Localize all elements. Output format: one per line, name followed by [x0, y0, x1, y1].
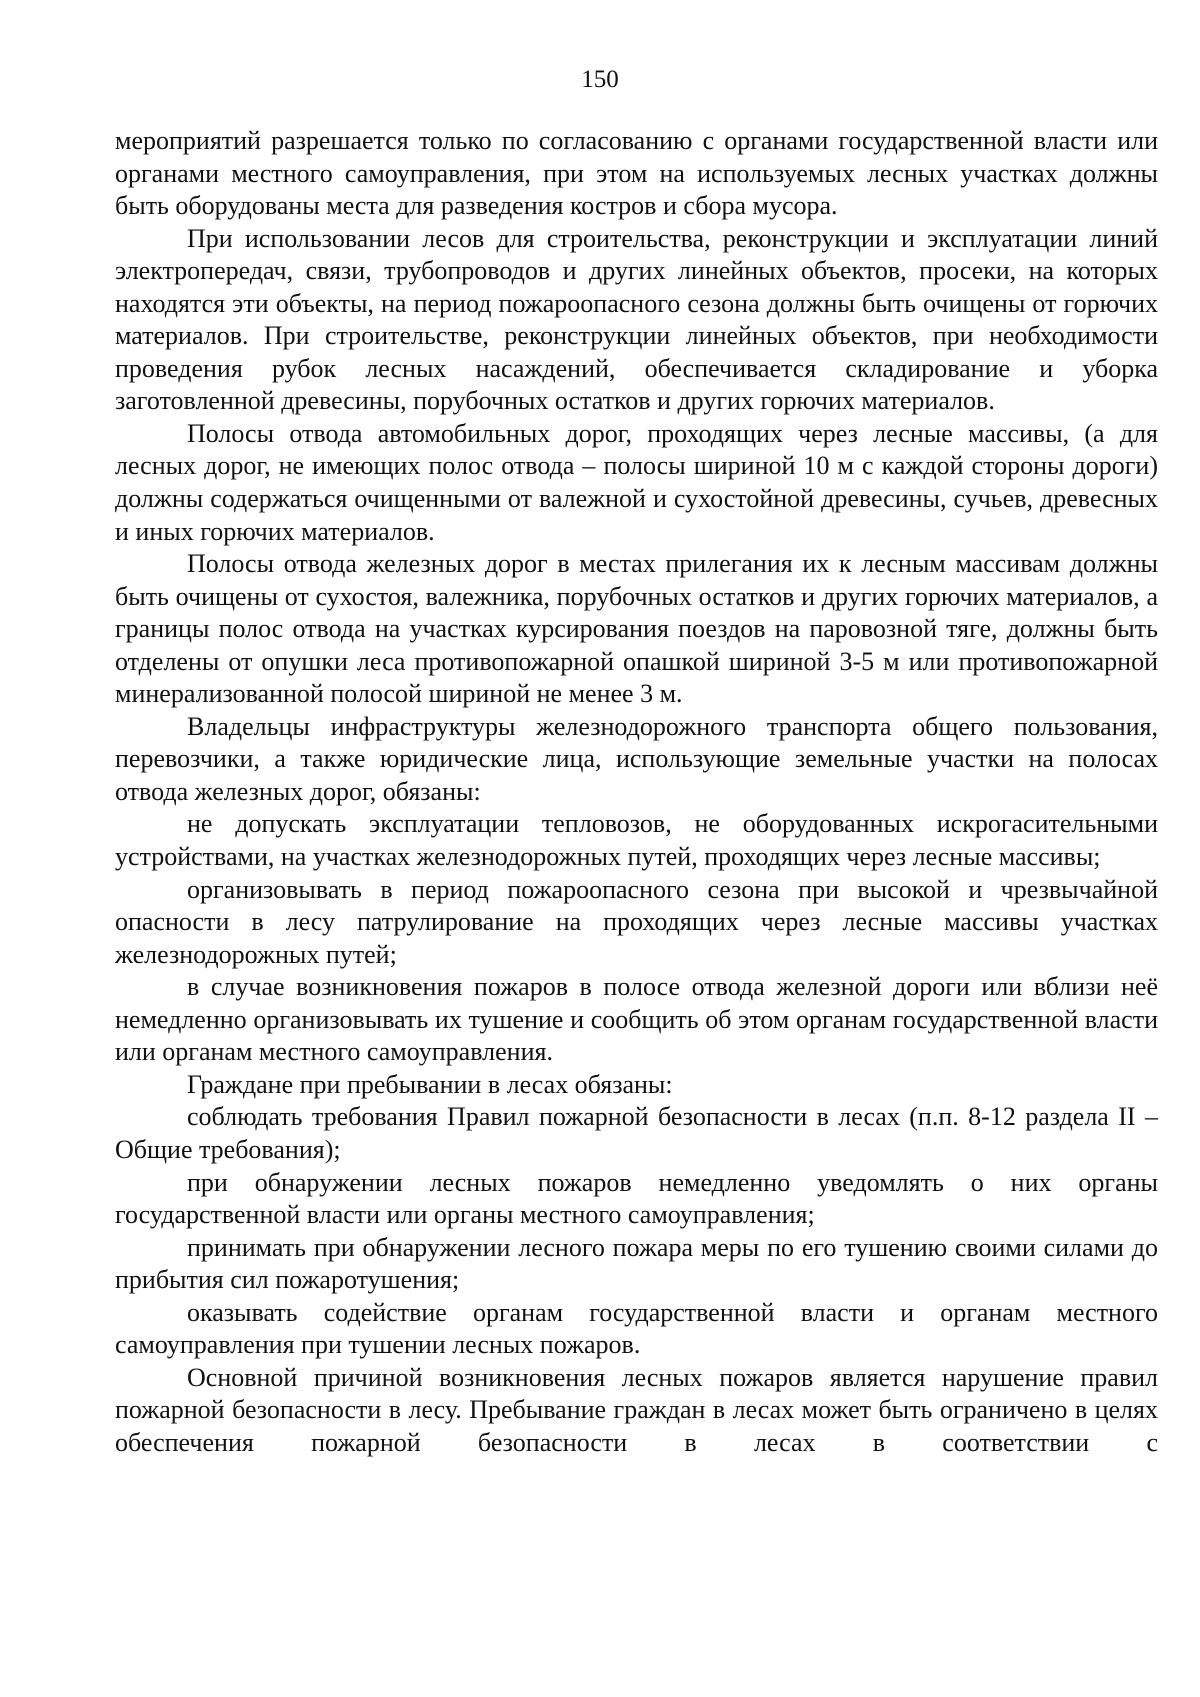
list-item-follow-rules: соблюдать требования Правил пожарной безопасности в лесах (п.п. 8-12 раздела II – Общие требования);: [115, 1102, 1158, 1164]
paragraph-road-strips: Полосы отвода автомобильных дорог, проходящих через лесные массивы, (а для лесных дорог, не имеющих полос отвода – полосы шириной 10 м с каждой стороны дороги) должны содержаться очищенными от валежной и сухостойной древесины, сучьев, древесных и иных горючих материалов.: [115, 418, 1158, 546]
paragraph-railway-strips: Полосы отвода железных дорог в местах прилегания их к лесным массивам должны быть очищены от сухостоя, валежника, порубочных остатков и других горючих материалов, а границы полос отвода на участках курсирования поездов на паровозной тяге, должны быть отделены от опушки леса противопожарной опашкой шириной 3-5 м или противопожарной минерализованной полосой шириной не менее 3 м.: [115, 549, 1158, 709]
document-body: [115, 125, 1158, 1459]
list-item-extinguish: принимать при обнаружении лесного пожара меры по его тушению своими силами до прибытия сил пожаротушения;: [115, 1232, 1158, 1295]
list-item-notify: при обнаружении лесных пожаров немедленно уведомлять о них органы государственной власти или органы местного самоуправления;: [115, 1167, 1158, 1230]
paragraph-railway-owners: Владельцы инфраструктуры железнодорожного транспорта общего пользования, перевозчики, а также юридические лица, использующие земельные участки на полосах отвода железных дорог, обязаны:: [115, 711, 1158, 806]
list-item-patrolling: организовывать в период пожароопасного сезона при высокой и чрезвычайной опасности в лесу патрулирование на проходящих через лесные массивы участках железнодорожных путей;: [115, 874, 1158, 969]
paragraph-events-continuation: мероприятий разрешается только по согласованию с органами государственной власти или органами местного самоуправления, при этом на используемых лесных участках должны быть оборудованы места для разведения костров и сбора мусора.: [115, 126, 1158, 221]
paragraph-citizens-duties: Граждане при пребывании в лесах обязаны:: [187, 1069, 673, 1099]
list-item-locomotives: не допускать эксплуатации тепловозов, не оборудованных искрогасительными устройствами, на участках железнодорожных путей, проходящих через лесные массивы;: [115, 809, 1158, 872]
paragraph-linear-objects: При использовании лесов для строительства, реконструкции и эксплуатации линий электропередач, связи, трубопроводов и других линейных объектов, просеки, на которых находятся эти объекты, на период пожароопасного сезона должны быть очищены от горючих материалов. При строительстве, реконструкции линейных объектов, при необходимости проведения рубок лесных насаждений, обеспечивается складирование и уборка заготовленной древесины, порубочных остатков и других горючих материалов.: [115, 223, 1158, 416]
list-item-fire-response: в случае возникновения пожаров в полосе отвода железной дороги или вблизи неё немедленно организовывать их тушение и сообщить об этом органам государственной власти или органам местного самоуправления.: [115, 972, 1158, 1067]
page-number: 150: [581, 66, 619, 93]
list-item-assist: оказывать содействие органам государственной власти и органам местного самоуправления при тушении лесных пожаров.: [115, 1297, 1158, 1360]
paragraph-main-cause: Основной причиной возникновения лесных пожаров является нарушение правил пожарной безопасности в лесу. Пребывание граждан в лесах может быть ограничено в целях обеспечения пожарной безопасности в лесах в соответствии с: [115, 1362, 1158, 1457]
